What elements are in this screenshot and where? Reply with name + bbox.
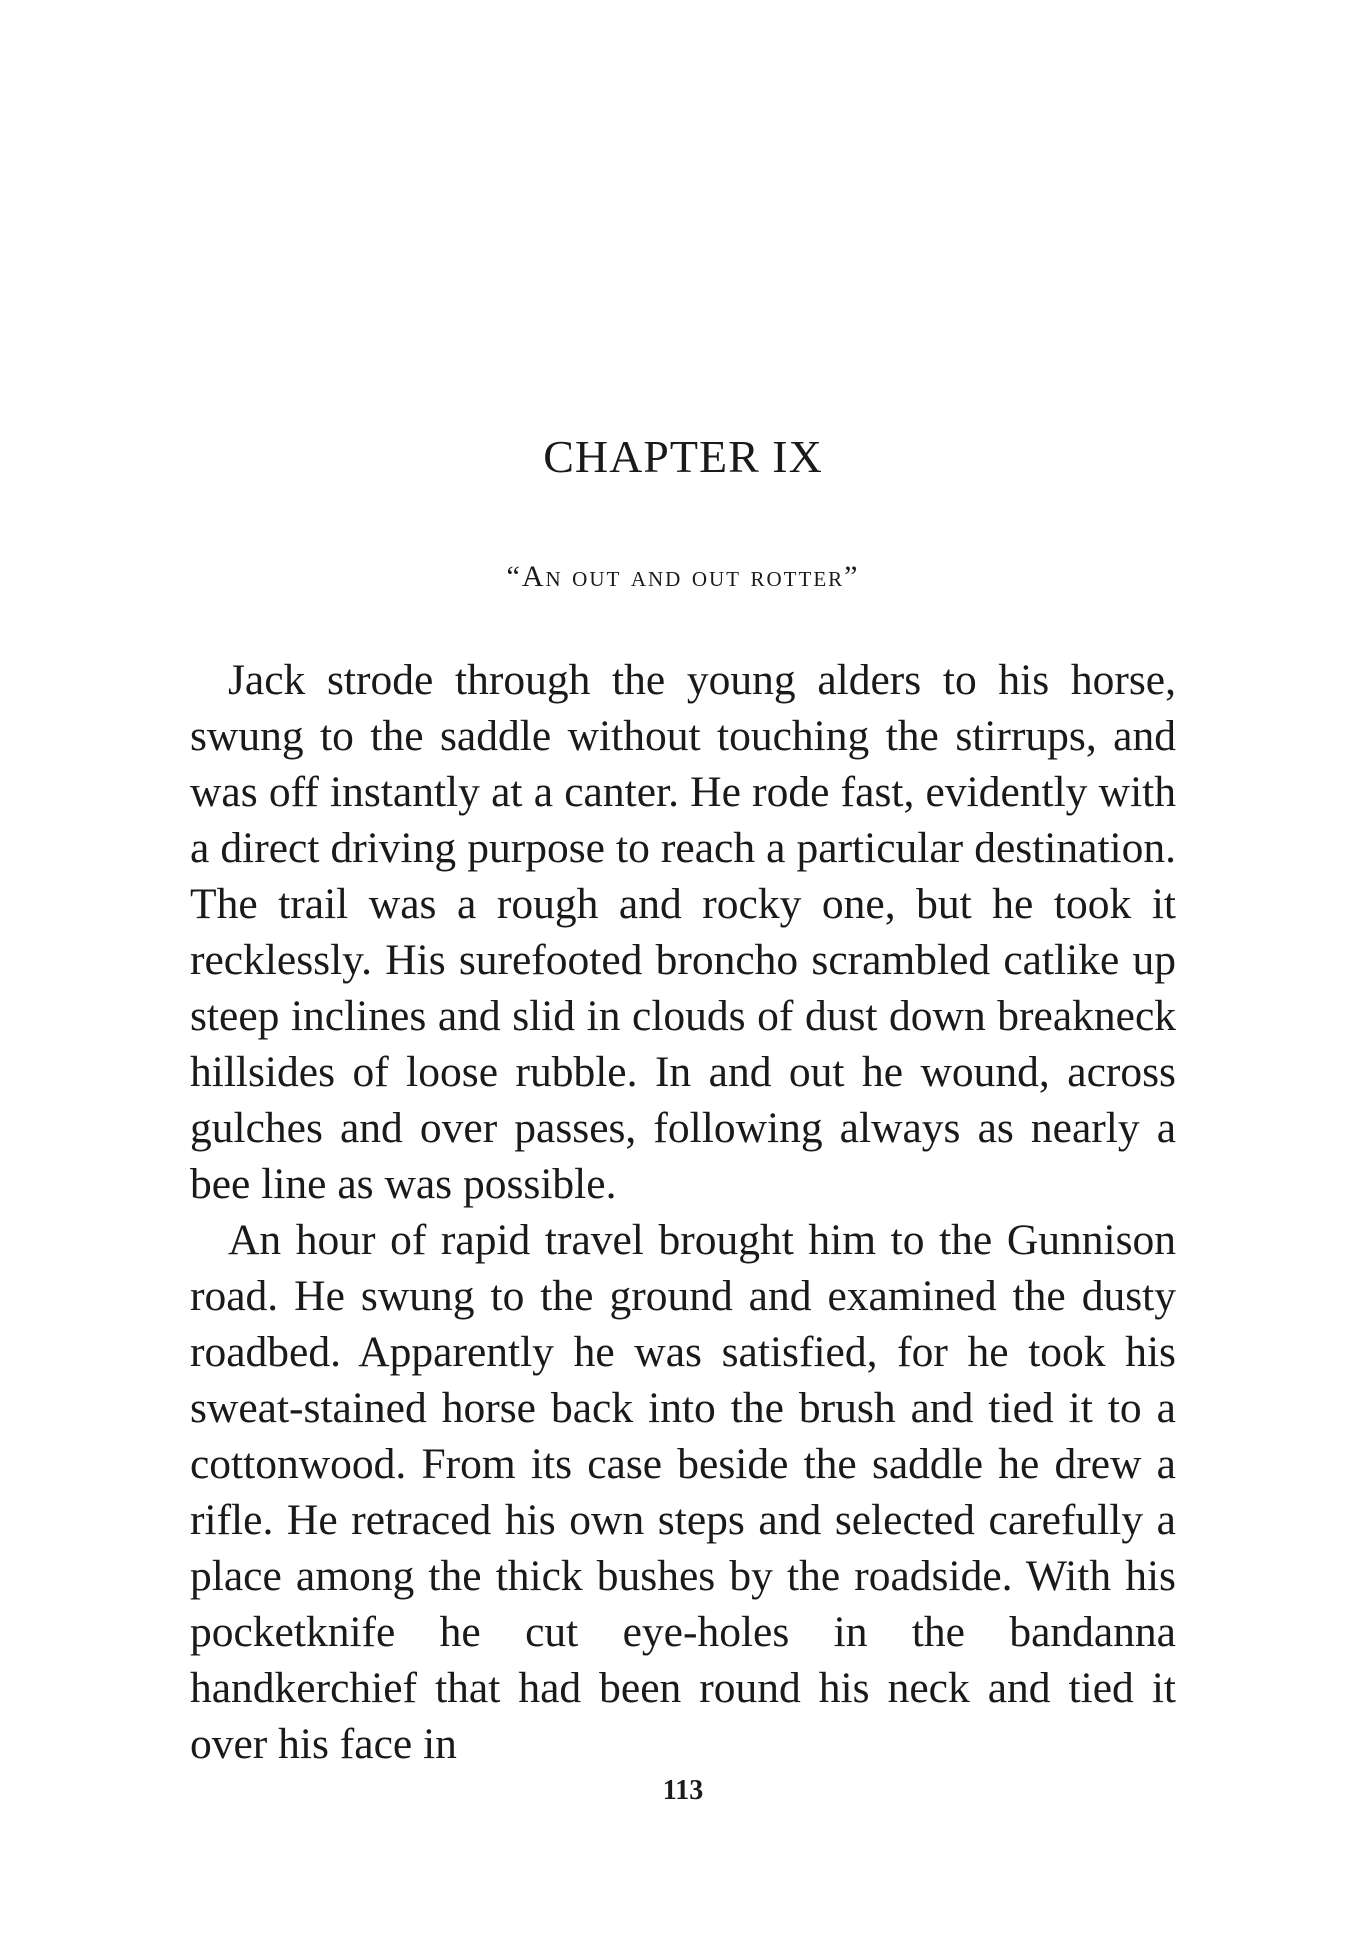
paragraph-1: Jack strode through the young alders to his horse, swung to the saddle without touching the stirrups, and was off instantly at a canter. He rode fast, evidently with a direct driving purpose to reach a particular destination. The trail was a rough and rocky one, but he took it recklessly. His surefooted broncho scrambled catlike up steep inclines and slid in clouds of dust down breakneck hillsides of loose rubble. In and out he wound, across gulches and over passes, following always as nearly a bee line as was possible. bbox=[190, 656, 1176, 1208]
body-text bbox=[190, 652, 1176, 1772]
paragraph-2: An hour of rapid travel brought him to the Gunnison road. He swung to the ground and examined the dusty roadbed. Apparently he was satisfied, for he took his sweat-stained horse back into the brush and tied it to a cottonwood. From its case beside the saddle he drew a rifle. He retraced his own steps and selected carefully a place among the thick bushes by the roadside. With his pocketknife he cut eye-holes in the bandanna handkerchief that had been round his neck and tied it over his face in bbox=[190, 1216, 1176, 1768]
chapter-title: “An out and out rotter” bbox=[506, 560, 860, 593]
page-number: 113 bbox=[662, 1775, 704, 1806]
chapter-heading: CHAPTER IX bbox=[543, 431, 823, 482]
